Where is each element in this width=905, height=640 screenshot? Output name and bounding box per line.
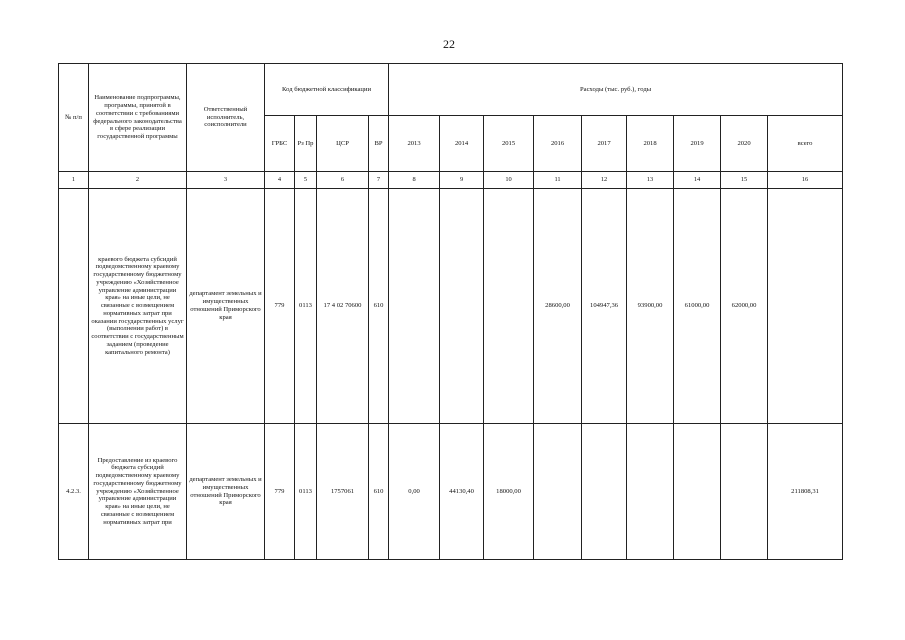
header-rzpr: Рз Пр — [295, 116, 317, 172]
column-index: 6 — [317, 172, 369, 189]
row-num — [59, 189, 89, 424]
header-year: 2014 — [440, 116, 484, 172]
column-index: 10 — [484, 172, 534, 189]
header-year: 2016 — [534, 116, 582, 172]
header-budget-code: Код бюджетной классификации — [265, 64, 389, 116]
row-2019 — [674, 424, 721, 560]
row-2015 — [484, 189, 534, 424]
row-total: 211808,31 — [768, 424, 843, 560]
row-2017: 104947,36 — [582, 189, 627, 424]
column-index: 9 — [440, 172, 484, 189]
header-row — [59, 64, 843, 116]
row-2014 — [440, 189, 484, 424]
header-grbs: ГРБС — [265, 116, 295, 172]
header-year: 2015 — [484, 116, 534, 172]
row-executor: департамент земельных и имущественных отношений Приморского края — [187, 424, 265, 560]
row-2019: 61000,00 — [674, 189, 721, 424]
row-vr: 610 — [369, 424, 389, 560]
header-expenses: Расходы (тыс. руб.), годы — [389, 64, 843, 116]
column-index: 14 — [674, 172, 721, 189]
row-2015: 18000,00 — [484, 424, 534, 560]
row-2016 — [534, 424, 582, 560]
row-executor: департамент земельных и имущественных отношений Приморского края — [187, 189, 265, 424]
row-2014: 44130,40 — [440, 424, 484, 560]
header-year: 2020 — [721, 116, 768, 172]
column-index: 13 — [627, 172, 674, 189]
table-row — [59, 424, 843, 560]
header-num: № п/п — [59, 64, 89, 172]
header-year: 2018 — [627, 116, 674, 172]
column-index: 5 — [295, 172, 317, 189]
column-index: 7 — [369, 172, 389, 189]
row-2016: 28600,00 — [534, 189, 582, 424]
row-num: 4.2.3. — [59, 424, 89, 560]
row-csr: 17 4 02 70600 — [317, 189, 369, 424]
column-index: 11 — [534, 172, 582, 189]
column-index: 2 — [89, 172, 187, 189]
page-number: 22 — [443, 37, 455, 51]
row-2020: 62000,00 — [721, 189, 768, 424]
column-index: 8 — [389, 172, 440, 189]
column-index: 3 — [187, 172, 265, 189]
row-2020 — [721, 424, 768, 560]
header-total: всего — [768, 116, 843, 172]
row-2017 — [582, 424, 627, 560]
row-2013 — [389, 189, 440, 424]
column-index: 1 — [59, 172, 89, 189]
row-name: краевого бюджета субсидий подведомственному краевому государственному бюджетному учреждению «Хозяйственное управление администрации края» на иные цели, не связанные с возмещением нормативных затрат при оказании государственных услуг (выполнении работ) в соответствии с государственным заданием (проведение капитального ремонта) — [89, 189, 187, 424]
column-index: 12 — [582, 172, 627, 189]
header-year: 2013 — [389, 116, 440, 172]
row-rzpr: 0113 — [295, 424, 317, 560]
row-grbs: 779 — [265, 424, 295, 560]
row-2013: 0,00 — [389, 424, 440, 560]
header-csr: ЦСР — [317, 116, 369, 172]
row-total — [768, 189, 843, 424]
row-vr: 610 — [369, 189, 389, 424]
row-2018 — [627, 424, 674, 560]
column-index: 4 — [265, 172, 295, 189]
header-name: Наименование подпрограммы, программы, принятой в соответствии с требованиями федерального законодательства в сфере реализации государственной программы — [89, 64, 187, 172]
header-year: 2017 — [582, 116, 627, 172]
row-csr: 1757061 — [317, 424, 369, 560]
budget-table — [58, 63, 843, 560]
column-index-row — [59, 172, 843, 189]
header-vr: ВР — [369, 116, 389, 172]
table-row — [59, 189, 843, 424]
row-grbs: 779 — [265, 189, 295, 424]
header-executor: Ответственный исполнитель, соисполнители — [187, 64, 265, 172]
header-year: 2019 — [674, 116, 721, 172]
column-index: 16 — [768, 172, 843, 189]
row-rzpr: 0113 — [295, 189, 317, 424]
row-name: Предоставление из краевого бюджета субсидий подведомственному краевому государственному бюджетному учреждению «Хозяйственное управление администрации края» на иные цели, не связанные с возмещением нормативных затрат при — [89, 424, 187, 560]
row-2018: 93900,00 — [627, 189, 674, 424]
column-index: 15 — [721, 172, 768, 189]
